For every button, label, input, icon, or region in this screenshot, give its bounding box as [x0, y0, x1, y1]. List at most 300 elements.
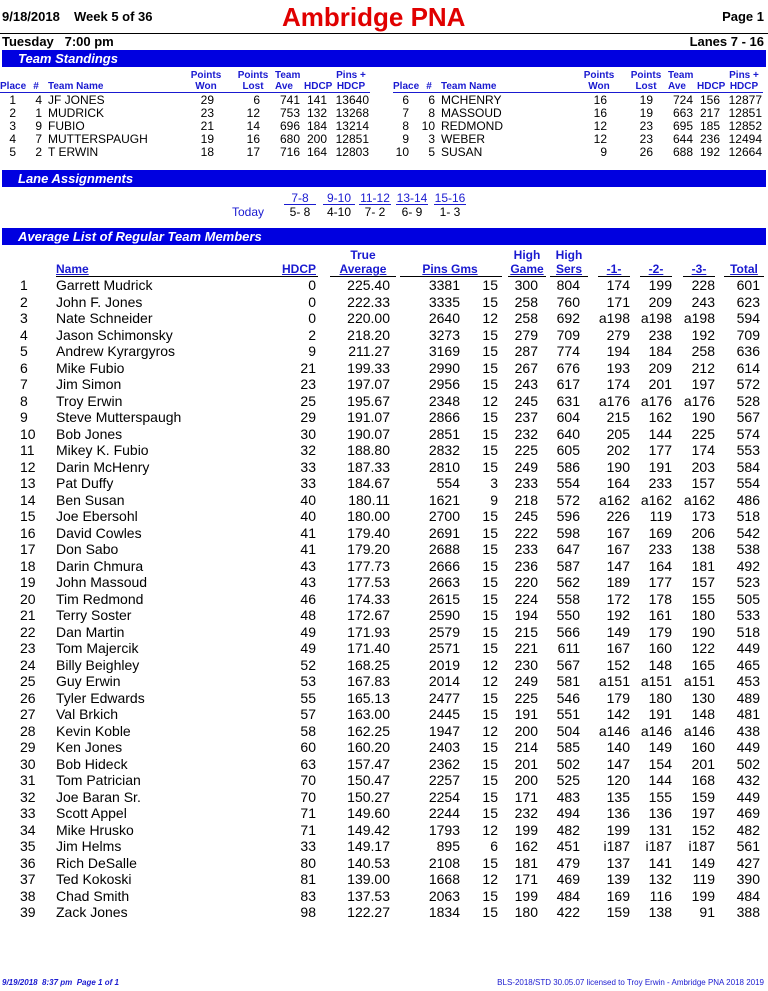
hdcp: 41 [300, 541, 316, 557]
games: 15 [482, 574, 498, 590]
game-1: 120 [606, 772, 630, 788]
bowler-row [0, 376, 768, 393]
game-2: 180 [648, 689, 672, 706]
games: 15 [482, 409, 498, 425]
rank: 32 [20, 788, 36, 805]
bowler-name: Garrett Mudrick [56, 277, 153, 293]
game-1: a162 [598, 491, 630, 508]
game-2: 238 [648, 326, 672, 343]
pins: 1834 [428, 904, 460, 920]
true-average: 180.11 [348, 491, 390, 508]
pins: 2832 [428, 442, 460, 458]
bowler-name: Jim Simon [56, 376, 122, 392]
games: 12 [482, 722, 498, 739]
rank: 11 [20, 442, 35, 458]
rank: 9 [20, 409, 28, 425]
total: 390 [736, 871, 760, 887]
pins: 2691 [428, 524, 460, 541]
points-won: 18 [200, 145, 214, 159]
hdcp: 0 [308, 277, 316, 293]
games: 6 [490, 838, 498, 854]
game-2: a151 [640, 673, 672, 689]
pins: 3273 [428, 326, 460, 343]
game-3: 228 [691, 277, 715, 293]
total: 518 [736, 508, 760, 524]
bowler-name: John F. Jones [56, 293, 143, 310]
high-series: 596 [556, 508, 580, 524]
header-total: Total [730, 262, 758, 276]
hdcp: 9 [308, 343, 316, 359]
high-game: 249 [514, 673, 538, 689]
high-game: 201 [514, 755, 538, 772]
game-1: 142 [606, 706, 630, 722]
high-game: 222 [514, 524, 538, 541]
team-hdcp: 184 [306, 119, 327, 133]
game-2: 160 [648, 640, 672, 656]
game-2: 141 [648, 854, 672, 871]
team-name: MCHENRY [441, 93, 502, 107]
pins: 2254 [428, 788, 460, 805]
rank: 29 [20, 739, 36, 755]
total: 554 [736, 475, 760, 491]
pins: 3381 [428, 277, 460, 293]
rank: 36 [20, 854, 36, 871]
games: 15 [482, 689, 498, 706]
place: 8 [402, 119, 409, 133]
high-game: 199 [514, 821, 538, 838]
pins-plus-hdcp: 12494 [728, 132, 762, 146]
games: 15 [482, 706, 498, 722]
game-3: 157 [691, 574, 715, 590]
game-2: 132 [648, 871, 672, 887]
hdcp: 23 [300, 376, 316, 392]
pins-plus-hdcp: 12664 [728, 145, 762, 159]
lane-pair-teams: 6- 9 [401, 205, 423, 219]
bowler-row [0, 277, 768, 294]
pins: 2579 [428, 623, 460, 640]
high-game: 224 [514, 590, 538, 607]
true-average: 122.27 [347, 904, 390, 920]
true-average: 139.00 [347, 871, 390, 887]
total: 518 [736, 623, 760, 640]
game-3: 174 [691, 442, 715, 458]
rank: 4 [20, 326, 28, 343]
true-average: 222.33 [347, 293, 390, 310]
games: 12 [482, 310, 498, 326]
hdcp: 49 [300, 640, 316, 656]
high-game: 194 [514, 607, 538, 623]
bowler-name: Scott Appel [56, 805, 127, 821]
bowler-row [0, 640, 768, 657]
rank: 37 [20, 871, 36, 887]
pins: 2640 [428, 310, 460, 326]
total: 542 [736, 524, 760, 541]
header-place: Place [0, 81, 27, 92]
game-1: 279 [606, 326, 630, 343]
high-game: 300 [514, 277, 538, 293]
header-num: # [33, 81, 39, 92]
team-hdcp: 185 [699, 119, 720, 133]
bowler-name: Bob Hideck [56, 755, 128, 772]
game-1: 205 [606, 425, 630, 442]
pins: 1947 [428, 722, 460, 739]
high-series: 640 [556, 425, 580, 442]
game-3: 212 [691, 359, 715, 376]
points-won: 16 [593, 93, 607, 107]
bowler-name: Don Sabo [56, 541, 119, 557]
bowler-name: Tim Redmond [56, 590, 144, 607]
high-series: 676 [556, 359, 580, 376]
high-game: 230 [514, 656, 538, 673]
header-true: True [350, 248, 376, 262]
pins: 3335 [428, 293, 460, 310]
header-hdcp: HDCP [281, 262, 316, 276]
true-average: 149.60 [347, 805, 390, 821]
bowler-row [0, 739, 768, 756]
game-3: 190 [691, 623, 715, 640]
high-game: 245 [514, 392, 538, 409]
game-3: a162 [683, 491, 715, 508]
rank: 17 [20, 541, 36, 557]
game-3: 152 [691, 821, 715, 838]
hdcp: 46 [300, 590, 316, 607]
team-name: FUBIO [48, 119, 85, 133]
bowler-row [0, 558, 768, 575]
games: 12 [482, 673, 498, 689]
page-number: Page 1 [722, 9, 764, 24]
high-game: 232 [514, 805, 538, 821]
high-series: 551 [556, 706, 580, 722]
team-name: JF JONES [48, 93, 105, 107]
true-average: 188.80 [347, 442, 390, 458]
games: 15 [482, 343, 498, 359]
pins: 2014 [428, 673, 460, 689]
team-name: WEBER [441, 132, 486, 146]
game-1: 147 [606, 557, 630, 574]
high-game: 258 [514, 293, 538, 310]
header-high-2: High [555, 248, 583, 262]
high-game: 162 [514, 838, 538, 854]
games: 15 [482, 376, 498, 392]
true-average: 184.67 [347, 475, 390, 491]
header-game: Game [510, 262, 544, 276]
bowler-name: Nate Schneider [56, 310, 153, 326]
team-name: REDMOND [441, 119, 503, 133]
team-number: 6 [428, 93, 435, 107]
game-1: 135 [606, 788, 630, 805]
team-hdcp: 192 [699, 145, 720, 159]
high-series: 550 [556, 607, 580, 623]
game-2: a162 [640, 491, 672, 508]
pins: 2244 [428, 805, 460, 821]
bowler-name: Joe Ebersohl [56, 508, 138, 524]
header-team-ave: Team Ave [275, 70, 301, 92]
game-1: i187 [603, 838, 630, 854]
bowler-name: Mikey K. Fubio [56, 442, 149, 458]
rank: 25 [20, 673, 36, 689]
rank: 12 [20, 458, 36, 475]
games: 15 [482, 293, 498, 310]
bowler-name: Mike Hrusko [56, 821, 134, 838]
lane-pair-teams: 1- 3 [439, 205, 461, 219]
hdcp: 2 [308, 326, 316, 343]
bowler-row [0, 855, 768, 872]
header-average: Average [339, 262, 387, 276]
games: 15 [482, 359, 498, 376]
pins: 1668 [428, 871, 460, 887]
high-series: 422 [556, 904, 580, 920]
game-2: 209 [648, 293, 672, 310]
true-average: 177.53 [347, 574, 390, 590]
true-average: 179.20 [347, 541, 390, 557]
high-game: 232 [514, 425, 538, 442]
true-average: 150.47 [347, 772, 390, 788]
high-series: 546 [556, 689, 580, 706]
pins-plus-hdcp: 13268 [335, 106, 369, 120]
true-average: 160.20 [347, 739, 390, 755]
game-1: a198 [598, 310, 630, 326]
true-average: 180.00 [347, 508, 390, 524]
high-game: 243 [514, 376, 538, 392]
high-game: 236 [514, 557, 538, 574]
true-average: 171.93 [347, 623, 390, 640]
hdcp: 52 [300, 656, 316, 673]
pins: 2663 [428, 574, 460, 590]
true-average: 220.00 [347, 310, 390, 326]
bowler-row [0, 591, 768, 608]
true-average: 162.25 [347, 722, 390, 739]
high-series: 587 [556, 557, 580, 574]
game-2: 179 [648, 623, 672, 640]
points-lost: 14 [246, 119, 260, 133]
true-average: 137.53 [347, 887, 390, 904]
game-3: 122 [691, 640, 715, 656]
game-1: 136 [606, 805, 630, 821]
rank: 35 [20, 838, 36, 854]
total: 432 [736, 772, 760, 788]
high-series: 692 [556, 310, 580, 326]
hdcp: 98 [300, 904, 316, 920]
high-game: 171 [514, 788, 538, 805]
team-number: 8 [428, 106, 435, 120]
games: 15 [482, 854, 498, 871]
true-average: 187.33 [347, 458, 390, 475]
rank: 16 [20, 524, 36, 541]
lane-pair-lanes: 13-14 [396, 191, 428, 205]
header-points-won: Points Won [583, 70, 615, 92]
high-series: 482 [556, 821, 580, 838]
true-average: 157.47 [347, 755, 390, 772]
header-name: Name [56, 262, 89, 276]
bowler-name: Ted Kokoski [56, 871, 132, 887]
game-2: 191 [648, 706, 672, 722]
bowler-row [0, 756, 768, 773]
pins: 2866 [428, 409, 460, 425]
game-2: 199 [648, 277, 672, 293]
game-3: 168 [691, 772, 715, 788]
rank: 38 [20, 887, 36, 904]
high-series: 585 [556, 739, 580, 755]
game-1: 179 [606, 689, 630, 706]
team-name: MUDRICK [48, 106, 104, 120]
pins: 2590 [428, 607, 460, 623]
points-won: 12 [593, 132, 607, 146]
header-pins-hdcp: Pins + HDCP [336, 70, 366, 92]
game-1: 140 [606, 739, 630, 755]
hdcp: 40 [300, 508, 316, 524]
game-1: 199 [606, 821, 630, 838]
games: 12 [482, 392, 498, 409]
game-1: 169 [606, 887, 630, 904]
bowler-name: Kevin Koble [56, 722, 131, 739]
high-series: 502 [556, 755, 580, 772]
game-2: 201 [648, 376, 672, 392]
total: 482 [736, 821, 760, 838]
high-game: 220 [514, 574, 538, 590]
team-hdcp: 236 [699, 132, 720, 146]
total: 623 [736, 293, 760, 310]
games: 15 [482, 557, 498, 574]
total: 492 [736, 557, 760, 574]
pins: 2851 [428, 425, 460, 442]
team-number: 7 [35, 132, 42, 146]
pins-plus-hdcp: 13214 [335, 119, 369, 133]
high-game: 225 [514, 689, 538, 706]
true-average: 140.53 [347, 854, 390, 871]
bowler-row [0, 343, 768, 360]
total: 538 [736, 541, 760, 557]
header-team-name: Team Name [441, 81, 497, 92]
bowler-name: John Massoud [56, 574, 148, 590]
game-1: 226 [606, 508, 630, 524]
high-series: 567 [556, 656, 580, 673]
pins: 2990 [428, 359, 460, 376]
game-1: 215 [606, 409, 630, 425]
game-2: 233 [648, 541, 672, 557]
game-3: 130 [691, 689, 715, 706]
rank: 21 [20, 607, 36, 623]
team-average: 663 [672, 106, 693, 120]
rank: 8 [20, 392, 28, 409]
bowler-name: Bob Jones [56, 425, 123, 442]
game-1: 174 [606, 277, 630, 293]
header-num: # [426, 81, 432, 92]
hdcp: 30 [300, 425, 316, 442]
game-2: 209 [648, 359, 672, 376]
bowler-row [0, 310, 768, 327]
bowler-row [0, 426, 768, 443]
bowler-name: Dan Martin [56, 623, 125, 640]
lane-pair-teams: 5- 8 [289, 205, 311, 219]
hdcp: 0 [308, 310, 316, 326]
total: 505 [736, 590, 760, 607]
bowler-name: Billy Beighley [56, 656, 140, 673]
bowler-name: David Cowles [56, 524, 142, 541]
game-3: 192 [691, 326, 715, 343]
true-average: 191.07 [347, 409, 390, 425]
hdcp: 21 [300, 359, 316, 376]
game-1: 174 [606, 376, 630, 392]
header-points-lost: Points Lost [237, 70, 269, 92]
bowler-name: Tyler Edwards [56, 689, 145, 706]
header-pins-gms: Pins Gms [422, 262, 478, 276]
rank: 39 [20, 904, 36, 920]
game-3: 201 [691, 755, 715, 772]
league-title: Ambridge PNA [282, 2, 466, 32]
true-average: 190.07 [347, 425, 390, 442]
total: 502 [736, 755, 760, 772]
bowler-row [0, 822, 768, 839]
hdcp: 81 [300, 871, 316, 887]
high-series: 760 [556, 293, 580, 310]
game-3: 181 [691, 557, 715, 574]
pins-plus-hdcp: 12851 [728, 106, 762, 120]
place: 7 [402, 106, 409, 120]
hdcp: 71 [300, 821, 316, 838]
high-series: 598 [556, 524, 580, 541]
rank: 27 [20, 706, 36, 722]
game-2: 144 [648, 425, 672, 442]
rank: 31 [20, 772, 36, 788]
bowler-row [0, 772, 768, 789]
high-series: 804 [556, 277, 580, 293]
bowler-name: Terry Soster [56, 607, 132, 623]
true-average: 211.27 [348, 343, 390, 359]
high-game: 180 [514, 904, 538, 920]
hdcp: 33 [300, 838, 316, 854]
today-label: Today [232, 205, 265, 219]
rank: 7 [20, 376, 28, 392]
high-game: 233 [514, 475, 538, 491]
game-2: 154 [648, 755, 672, 772]
points-lost: 19 [639, 106, 653, 120]
hdcp: 29 [300, 409, 316, 425]
high-game: 221 [514, 640, 538, 656]
games: 12 [482, 821, 498, 838]
pins-plus-hdcp: 12877 [728, 93, 762, 107]
lane-pair-lanes: 7-8 [291, 191, 309, 205]
games: 15 [482, 805, 498, 821]
game-1: 139 [606, 871, 630, 887]
total: 561 [736, 838, 760, 854]
total: 427 [736, 854, 760, 871]
game-3: a176 [683, 392, 715, 409]
points-won: 19 [200, 132, 214, 146]
week-label: Week 5 of 36 [74, 9, 153, 24]
game-3: 157 [691, 475, 715, 491]
game-1: 189 [606, 574, 630, 590]
rank: 10 [20, 425, 36, 442]
true-average: 177.73 [347, 557, 390, 574]
bowler-row [0, 789, 768, 806]
game-2: 144 [648, 772, 672, 788]
team-number: 5 [428, 145, 435, 159]
hdcp: 83 [300, 887, 316, 904]
points-lost: 12 [246, 106, 260, 120]
game-3: 91 [699, 904, 715, 920]
pins: 2956 [428, 376, 460, 392]
game-1: a151 [598, 673, 630, 689]
true-average: 225.40 [347, 277, 390, 293]
true-average: 168.25 [347, 656, 390, 673]
game-3: 258 [691, 343, 715, 359]
game-1: 193 [606, 359, 630, 376]
report-date: 9/18/2018 [2, 9, 60, 24]
team-name: SUSAN [441, 145, 483, 159]
game-3: 155 [691, 590, 715, 607]
game-1: 167 [606, 524, 630, 541]
place: 4 [9, 132, 16, 146]
